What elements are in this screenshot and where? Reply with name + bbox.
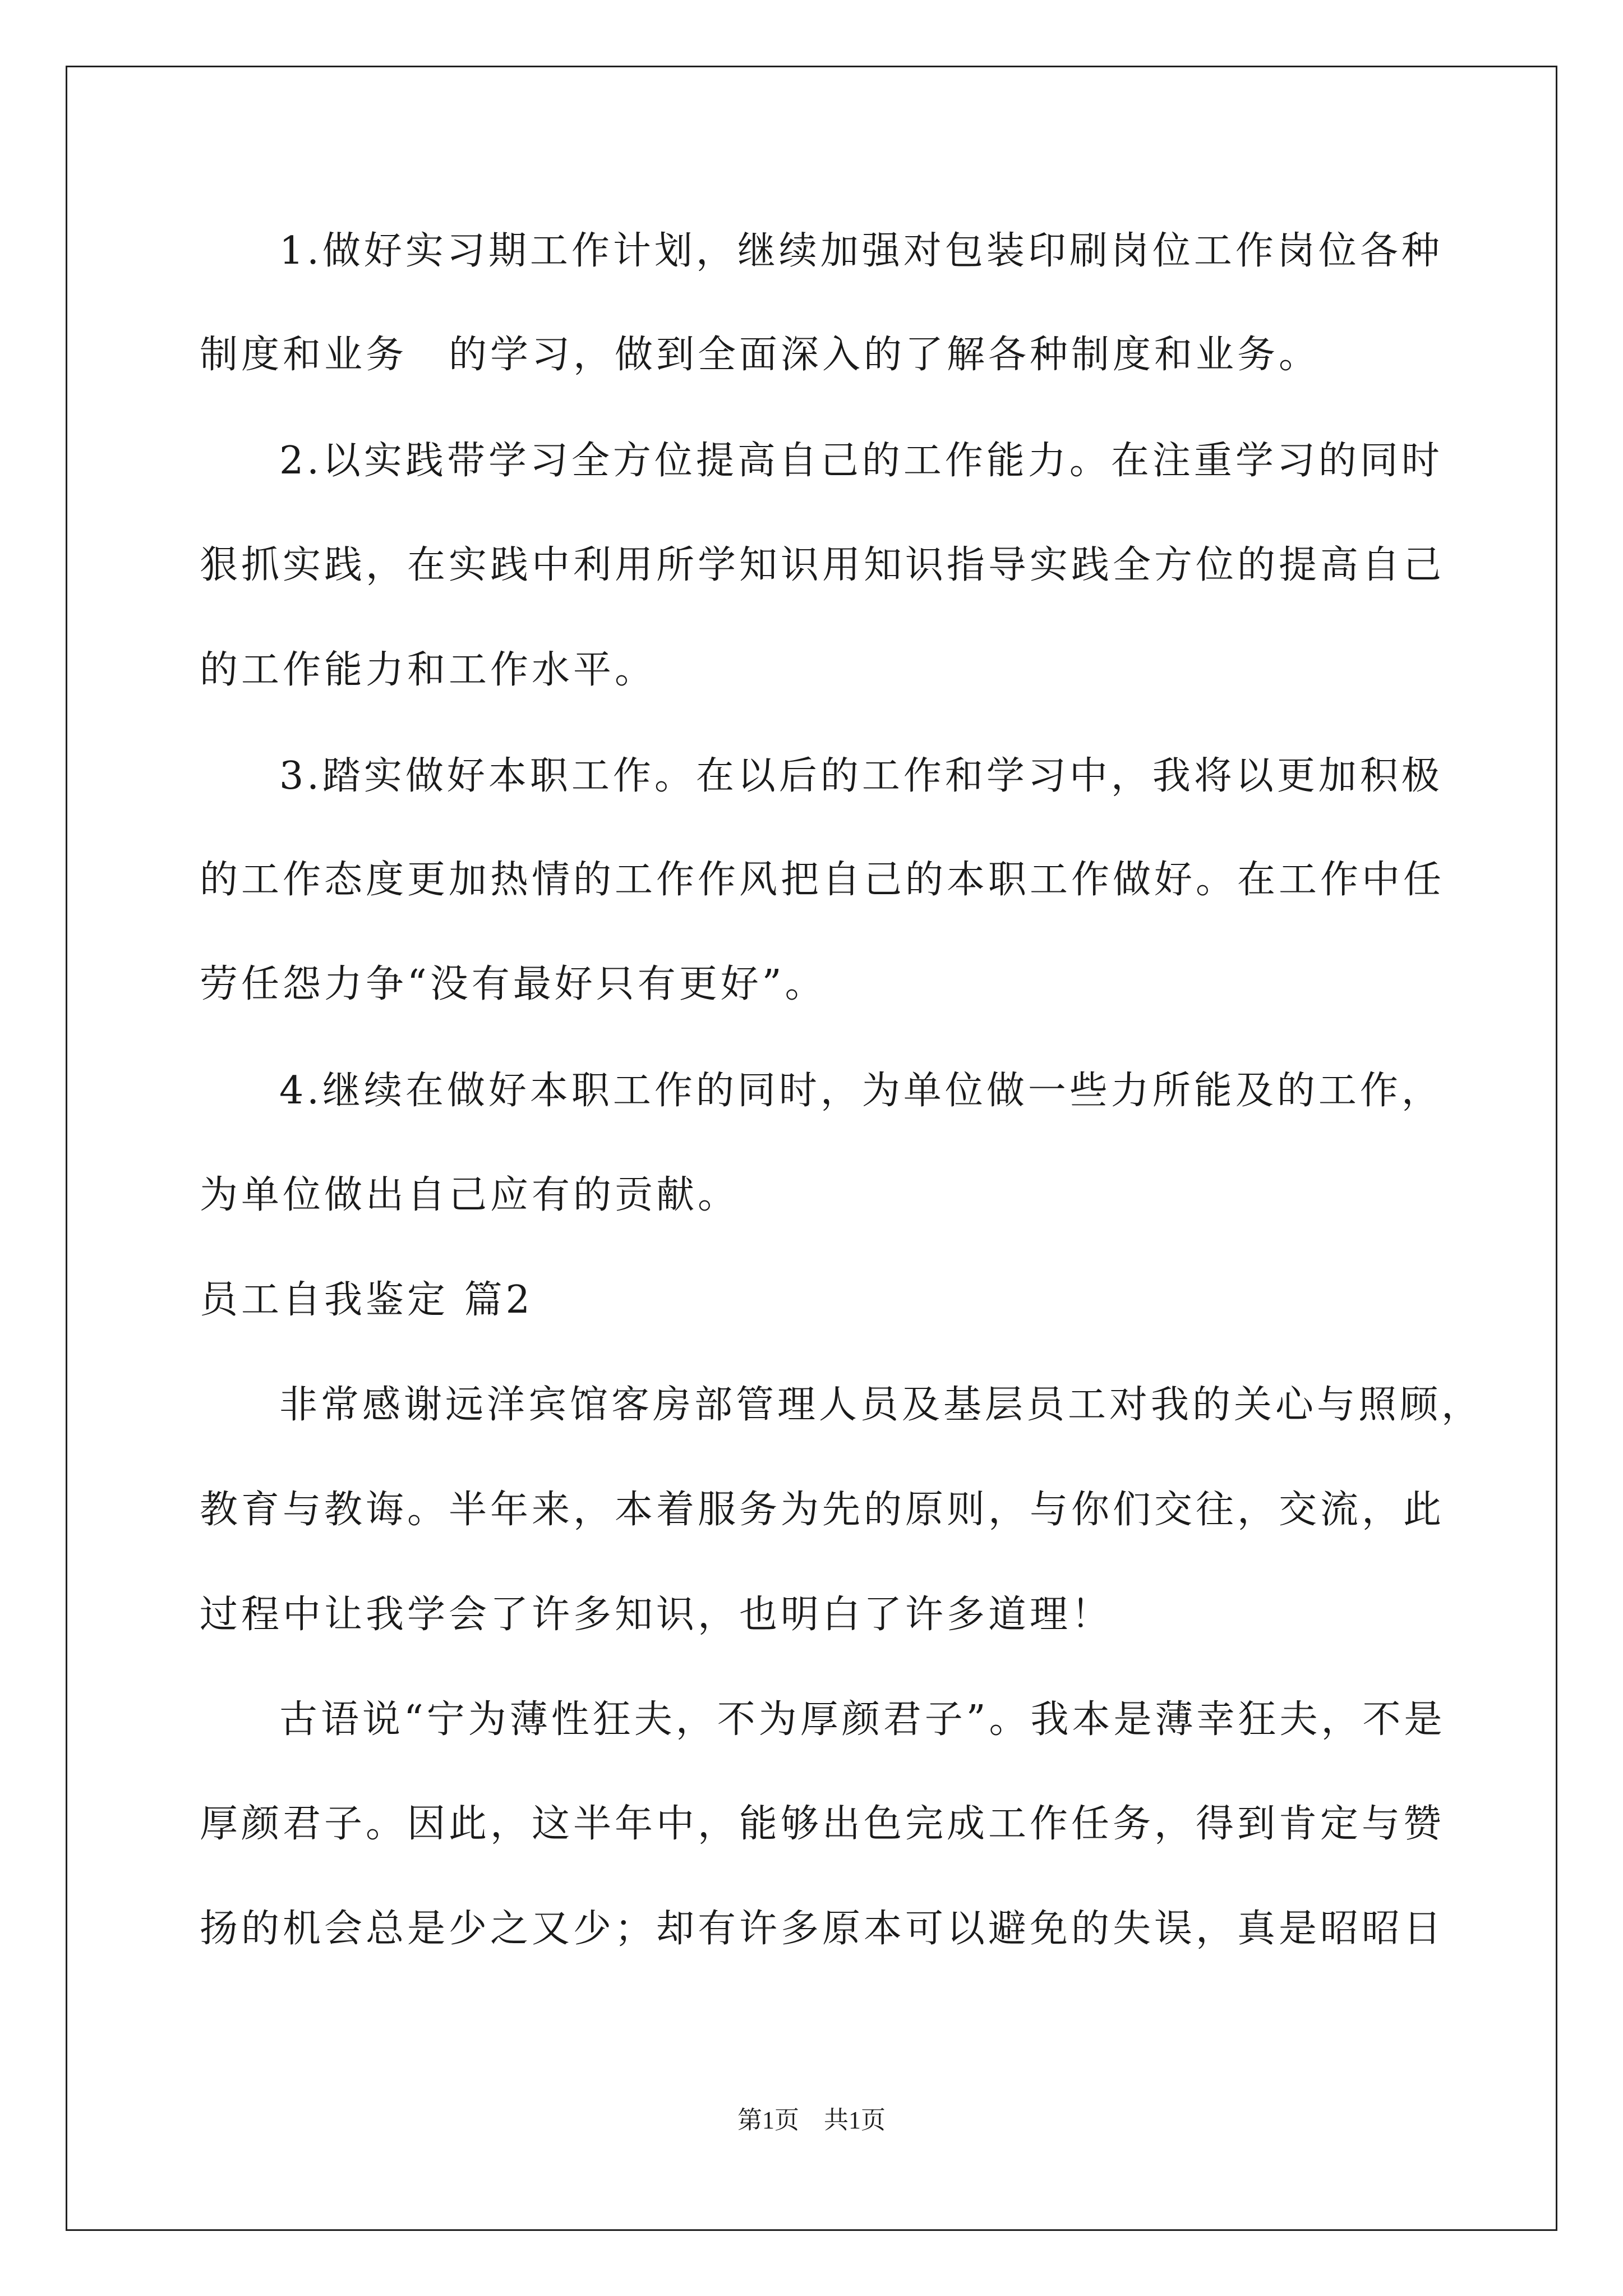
paragraph-line: 教育与教诲。半年来，本着服务为先的原则，与你们交往，交流，此 [200,1488,1445,1532]
paragraph-line: 扬的机会总是少之又少；却有许多原本可以避免的失误，真是昭昭日 [200,1907,1445,1951]
paragraph-line: 制度和业务 的学习，做到全面深入的了解各种制度和业务。 [200,333,1321,377]
paragraph-line: 劳任怨力争“没有最好只有更好”。 [200,962,827,1006]
paragraph-line: 狠抓实践，在实践中利用所学知识用知识指导实践全方位的提高自己 [200,543,1445,587]
paragraph-line: 2.以实践带学习全方位提高自己的工作能力。在注重学习的同时 [279,439,1443,483]
paragraph-line: 3.踏实做好本职工作。在以后的工作和学习中，我将以更加积极 [279,754,1443,798]
paragraph-line: 1.做好实习期工作计划，继续加强对包装印刷岗位工作岗位各种 [279,229,1443,273]
page-footer: 第1页 共1页 [737,2106,886,2134]
paragraph-line: 的工作能力和工作水平。 [200,648,657,692]
paragraph-line: 4.继续在做好本职工作的同时，为单位做一些力所能及的工作， [279,1069,1443,1113]
paragraph-line: 古语说“宁为薄性狂夫，不为厚颜君子”。我本是薄幸狂夫，不是 [279,1697,1446,1742]
paragraph-line: 为单位做出自己应有的贡献。 [200,1173,740,1217]
paragraph-line: 非常感谢远洋宾馆客房部管理人员及基层员工对我的关心与照顾， [279,1383,1483,1427]
paragraph-line: 厚颜君子。因此，这半年中，能够出色完成工作任务，得到肯定与赞 [200,1802,1445,1846]
paragraph-line: 过程中让我学会了许多知识，也明白了许多道理！ [200,1593,1113,1637]
section-heading: 员工自我鉴定 篇2 [200,1278,533,1322]
paragraph-line: 的工作态度更加热情的工作作风把自己的本职工作做好。在工作中任 [200,858,1445,902]
